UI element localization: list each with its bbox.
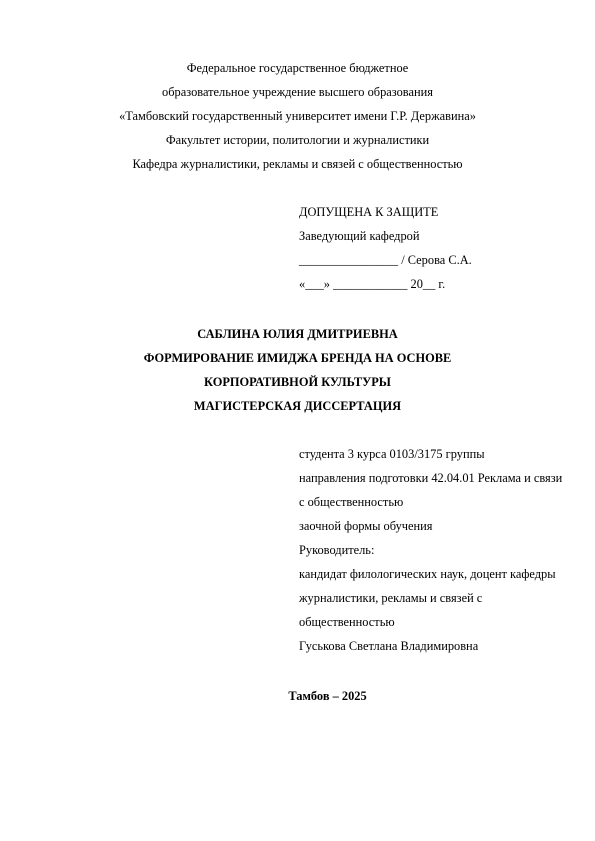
title-block [0, 322, 595, 418]
header-line-university: «Тамбовский государственный университет имени Г.Р. Державина» [119, 109, 476, 123]
work-type: МАГИСТЕРСКАЯ ДИССЕРТАЦИЯ [193, 399, 402, 413]
student-info-block [299, 442, 569, 658]
student-study-form: заочной формы обучения [299, 519, 433, 533]
header-line-faculty: Факультет истории, политологии и журналистики [165, 133, 430, 147]
student-course-group: студента 3 курса 0103/3175 группы [299, 447, 485, 461]
thesis-topic-line-1: ФОРМИРОВАНИЕ ИМИДЖА БРЕНДА НА ОСНОВЕ [143, 351, 452, 365]
approval-date-line: «___» ____________ 20__ г. [299, 277, 446, 291]
approval-status: ДОПУЩЕНА К ЗАЩИТЕ [299, 205, 439, 219]
header-line-department: Кафедра журналистики, рекламы и связей с общественностью [132, 157, 463, 171]
supervisor-label: Руководитель: [299, 543, 375, 557]
approval-block [299, 200, 472, 296]
thesis-topic-line-2: КОРПОРАТИВНОЙ КУЛЬТУРЫ [204, 375, 391, 389]
student-program: направления подготовки 42.04.01 Реклама и связи с общественностью [299, 471, 563, 509]
header-line-ministry: Федеральное государственное бюджетное [186, 61, 409, 75]
institution-header [0, 56, 595, 176]
header-line-institution-type: образовательное учреждение высшего образования [162, 85, 433, 99]
approval-head-title: Заведующий кафедрой [299, 229, 420, 243]
city-year: Тамбов – 2025 [288, 689, 367, 703]
supervisor-credentials: кандидат филологических наук, доцент кафедры журналистики, рекламы и связей с общественностью [299, 567, 556, 629]
approval-signature-line: ________________ / Серова С.А. [299, 253, 472, 267]
author-name: САБЛИНА ЮЛИЯ ДМИТРИЕВНА [197, 327, 398, 341]
supervisor-name: Гуськова Светлана Владимировна [299, 639, 479, 653]
